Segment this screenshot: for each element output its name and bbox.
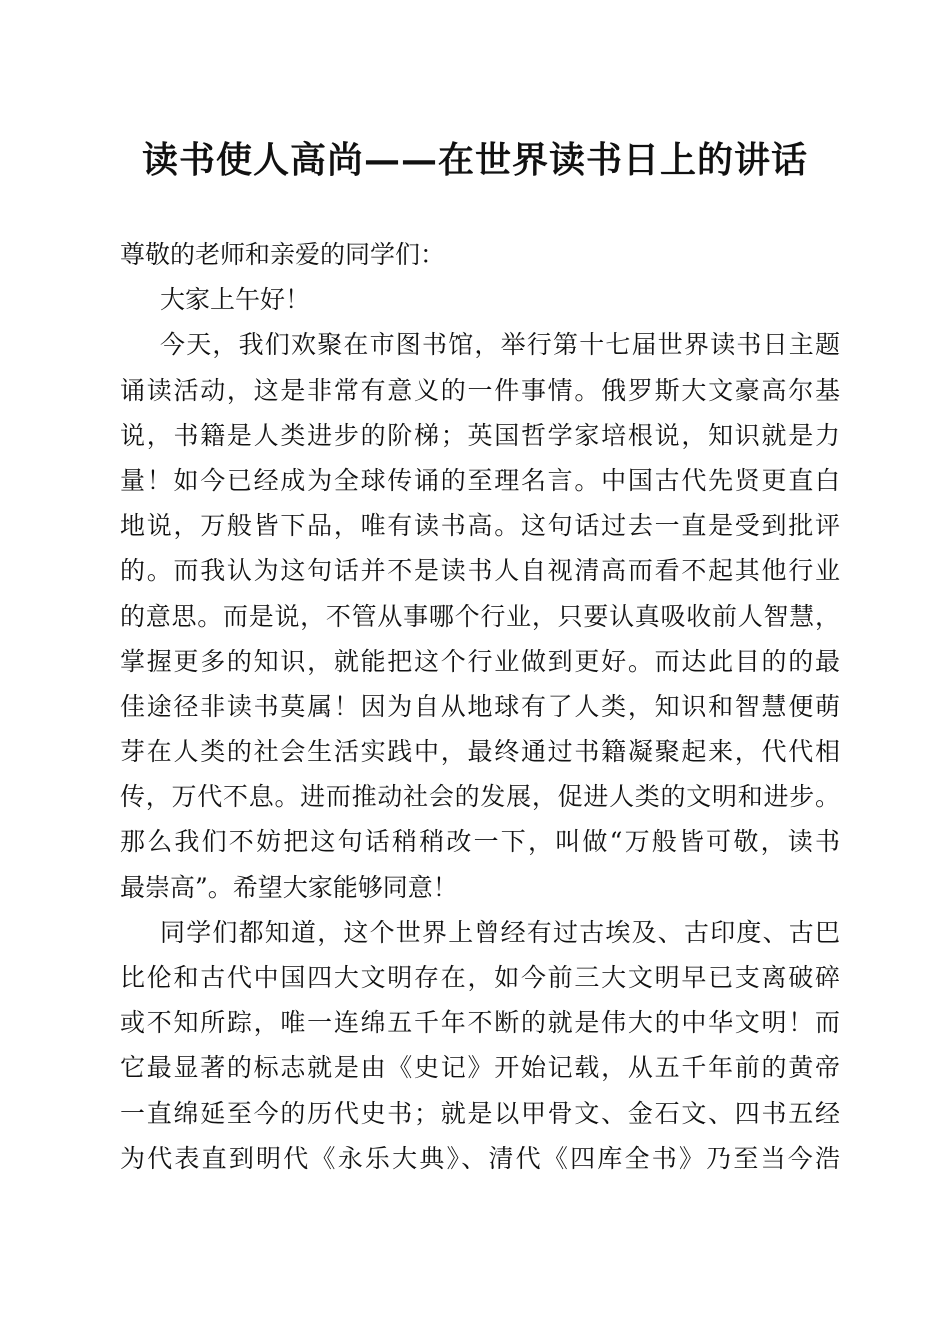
speech-body [120,232,840,1181]
paragraph-line: 或不知所踪，唯一连绵五千年不断的就是伟大的中华文明！而 [120,1008,840,1038]
paragraph-line: 同学们都知道，这个世界上曾经有过古埃及、古印度、古巴 [160,917,840,947]
paragraph-line: 最崇高”。希望大家能够同意！ [120,872,458,902]
paragraph-line: 佳途径非读书莫属！因为自从地球有了人类，知识和智慧便萌 [120,691,840,721]
paragraph-line: 为代表直到明代《永乐大典》、清代《四库全书》乃至当今浩 [120,1143,840,1173]
paragraph-line: 地说，万般皆下品，唯有读书高。这句话过去一直是受到批评 [120,511,840,541]
paragraph-line: 量！如今已经成为全球传诵的至理名言。中国古代先贤更直白 [120,465,840,495]
paragraph-line: 今天，我们欢聚在市图书馆，举行第十七届世界读书日主题 [160,330,840,360]
paragraph-line: 传，万代不息。进而推动社会的发展，促进人类的文明和进步。 [120,782,840,812]
paragraph-line: 的。而我认为这句话并不是读书人自视清高而看不起其他行业 [120,556,840,586]
paragraph-line: 比伦和古代中国四大文明存在，如今前三大文明早已支离破碎 [120,963,840,992]
paragraph-line: 一直绵延至今的历代史书；就是以甲骨文、金石文、四书五经 [120,1098,840,1128]
paragraph-line: 的意思。而是说，不管从事哪个行业，只要认真吸收前人智慧， [120,601,840,631]
greeting-line: 大家上午好！ [160,285,311,315]
paragraph-line: 那么我们不妨把这句话稍稍改一下，叫做“万般皆可敬，读书 [120,827,840,857]
paragraph-line: 芽在人类的社会生活实践中，最终通过书籍凝聚起来，代代相 [120,737,840,767]
paragraph-line: 诵读活动，这是非常有意义的一件事情。俄罗斯大文豪高尔基 [120,375,840,405]
salutation-line: 尊敬的老师和亲爱的同学们： [120,240,446,269]
paragraph-line: 它最显著的标志就是由《史记》开始记载，从五千年前的黄帝 [120,1053,840,1083]
paragraph-line: 说，书籍是人类进步的阶梯；英国哲学家培根说，知识就是力 [120,420,840,450]
document-title: 读书使人高尚——在世界读书日上的讲话 [141,139,808,181]
paragraph-line: 掌握更多的知识，就能把这个行业做到更好。而达此目的的最 [120,646,840,676]
